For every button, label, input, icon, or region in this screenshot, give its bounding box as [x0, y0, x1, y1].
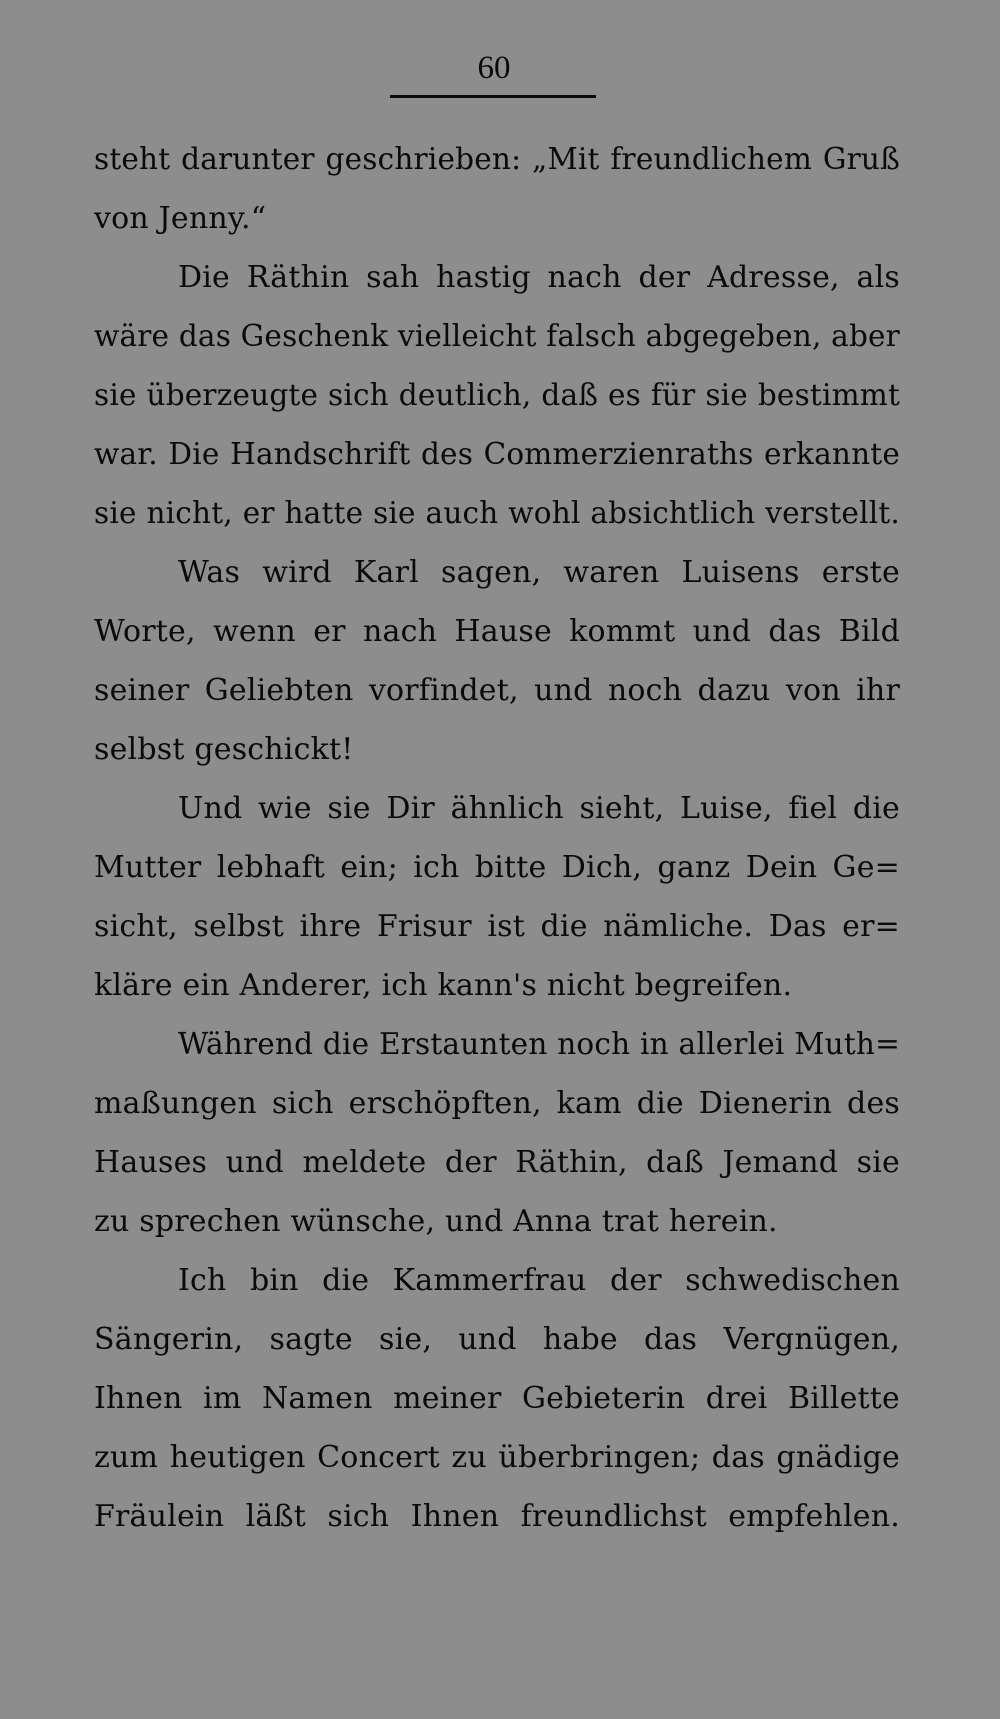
text-line: Worte, wenn er nach Hause kommt und das Bild	[94, 614, 900, 649]
text-line: maßungen sich erschöpften, kam die Dienerin des	[94, 1086, 900, 1121]
text-line: Während die Erstaunten noch in allerlei Muth=	[178, 1027, 900, 1061]
text-line: wäre das Geschenk vielleicht falsch abgegeben, aber	[94, 319, 900, 353]
text-line: Mutter lebhaft ein; ich bitte Dich, ganz Dein Ge=	[94, 850, 900, 885]
text-line: sie überzeugte sich deutlich, daß es für sie bestimmt	[94, 378, 900, 412]
text-line: Ich bin die Kammerfrau der schwedischen	[178, 1263, 900, 1298]
text-line: war. Die Handschrift des Commerzienraths erkannte	[94, 437, 900, 471]
text-line: von Jenny.“	[94, 201, 267, 236]
text-line: Und wie sie Dir ähnlich sieht, Luise, fiel die	[178, 791, 900, 826]
text-line: sie nicht, er hatte sie auch wohl absichtlich verstellt.	[94, 496, 900, 530]
text-line: Fräulein läßt sich Ihnen freundlichst empfehlen.	[94, 1499, 900, 1534]
text-line: steht darunter geschrieben: „Mit freundlichem Gruß	[94, 142, 900, 176]
text-line: Ihnen im Namen meiner Gebieterin drei Billette	[94, 1381, 900, 1416]
header-rule	[390, 95, 596, 98]
text-line: seiner Geliebten vorfindet, und noch dazu von ihr	[94, 673, 900, 708]
text-line: zum heutigen Concert zu überbringen; das gnädige	[94, 1440, 900, 1475]
page-number: 60	[477, 50, 511, 86]
text-line: kläre ein Anderer, ich kann's nicht begreifen.	[94, 968, 793, 1003]
text-line: Hauses und meldete der Räthin, daß Jemand sie	[94, 1145, 900, 1180]
text-line: Sängerin, sagte sie, und habe das Vergnügen,	[94, 1322, 900, 1357]
text-line: sicht, selbst ihre Frisur ist die nämliche. Das er=	[94, 909, 900, 944]
body-text	[94, 130, 900, 1546]
text-line: Die Räthin sah hastig nach der Adresse, als	[178, 260, 900, 295]
text-line: Was wird Karl sagen, waren Luisens erste	[178, 555, 900, 590]
text-line: zu sprechen wünsche, und Anna trat herein.	[94, 1204, 778, 1239]
text-line: selbst geschickt!	[94, 732, 354, 767]
